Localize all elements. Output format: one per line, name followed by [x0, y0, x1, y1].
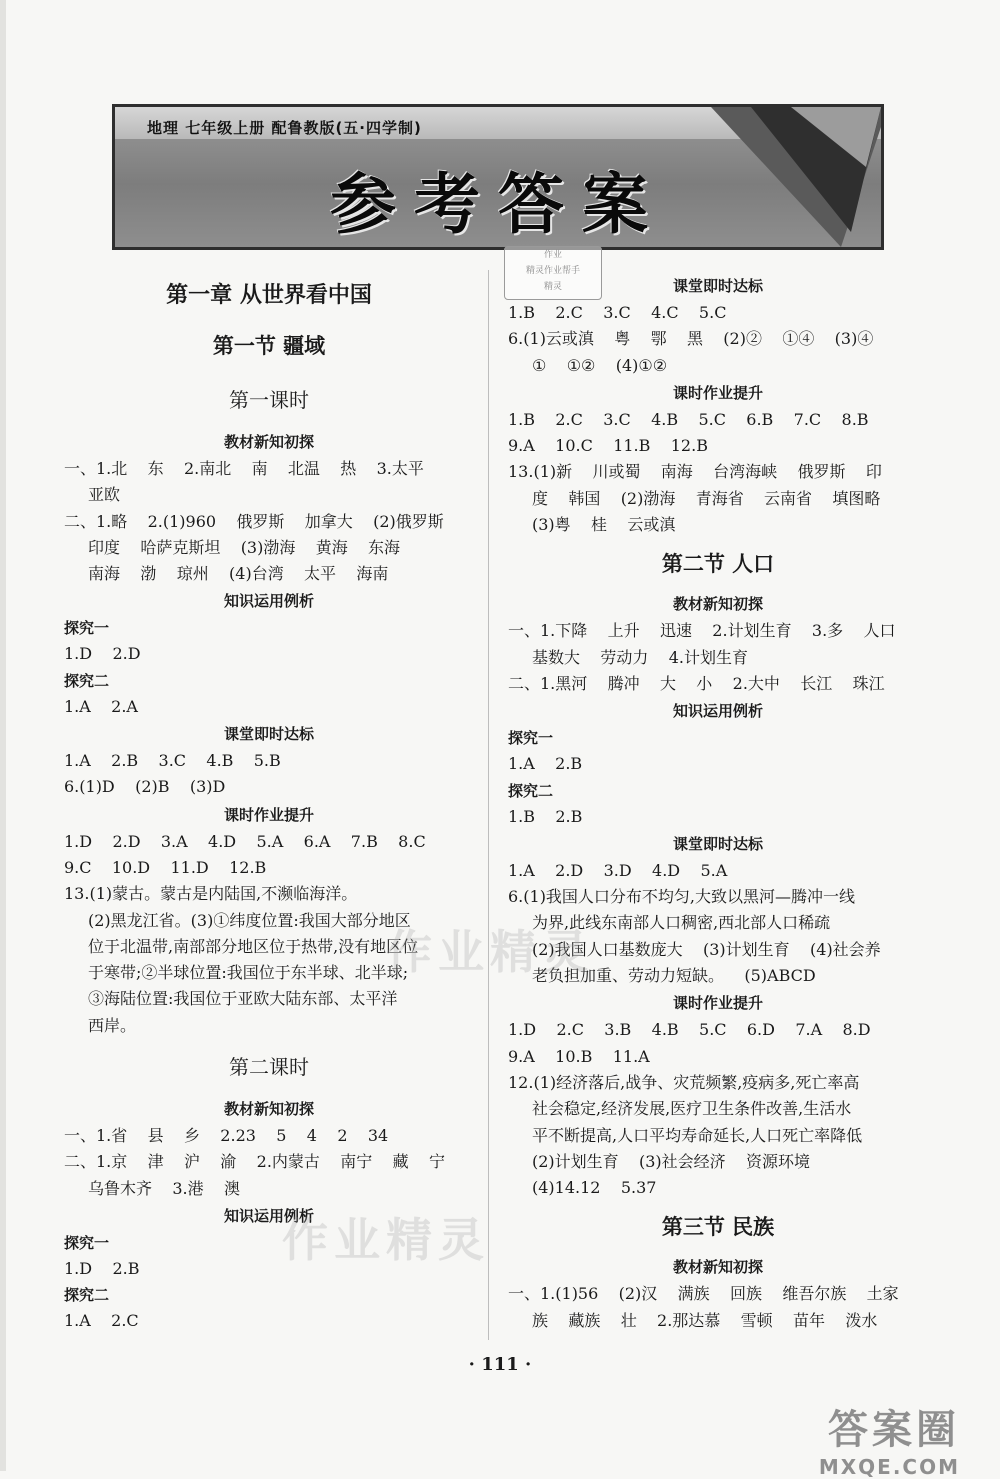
- subsection-heading: 课堂即时达标: [223, 725, 314, 744]
- subsection-heading: 课时作业提升: [672, 383, 763, 402]
- answer-line: 二、1.黑河 腾冲 大 小 2.大中 长江 珠江: [508, 673, 885, 693]
- answer-line-continued: 位于北温带,南部部分地区位于热带,没有地区位: [88, 936, 419, 956]
- answer-line: 1.D 2.D: [64, 644, 141, 664]
- answer-line: 1.D 2.C 3.B 4.B 5.C 6.D 7.A 8.D: [508, 1020, 871, 1040]
- answer-line-continued: (4)14.12 5.37: [532, 1178, 657, 1198]
- answer-line-continued: (2)黑龙江省。(3)①纬度位置:我国大部分地区: [88, 910, 411, 930]
- probe-label: 探究二: [64, 671, 110, 690]
- answer-line: 6.(1)云或滇 粤 鄂 黑 (2)② ①④ (3)④: [508, 329, 874, 349]
- answer-line-continued: 乌鲁木齐 3.港 澳: [88, 1178, 240, 1198]
- probe-label: 探究一: [64, 1233, 110, 1252]
- answer-line-continued: 平不断提高,人口平均寿命延长,人口死亡率降低: [532, 1125, 863, 1145]
- page-number: · 111 ·: [468, 1354, 532, 1375]
- answer-line: 6.(1)D (2)B (3)D: [64, 777, 226, 797]
- site-logo-name: 答案圈: [828, 1407, 960, 1453]
- subsection-heading: 知识运用例析: [223, 592, 314, 611]
- site-logo-url: MXQE.COM: [818, 1455, 960, 1479]
- stamp-line: 精灵: [543, 282, 562, 292]
- answer-line: 13.(1)蒙古。蒙古是内陆国,不濒临海洋。: [64, 884, 358, 904]
- answer-line-continued: 南海 渤 琼州 (4)台湾 太平 海南: [88, 564, 389, 584]
- probe-label: 探究二: [508, 781, 554, 800]
- answer-line-continued: 度 韩国 (2)渤海 青海省 云南省 填图略: [532, 488, 881, 508]
- answer-line: 二、1.京 津 沪 渝 2.内蒙古 南宁 藏 宁: [64, 1152, 445, 1172]
- scan-edge: [0, 0, 6, 1471]
- answer-line: 1.B 2.B: [508, 806, 583, 826]
- answer-line: 1.A 2.A: [64, 696, 138, 716]
- answer-line-continued: 社会稳定,经济发展,医疗卫生条件改善,生活水: [532, 1099, 852, 1119]
- subsection-heading: 课时作业提升: [672, 994, 763, 1013]
- banner-ribbon-graphic: [691, 107, 881, 247]
- book-subtitle: 地理 七年级上册 配鲁教版(五·四学制): [147, 119, 422, 137]
- answer-line: 一、1.(1)56 (2)汉 满族 回族 维吾尔族 土家: [508, 1284, 899, 1304]
- subsection-heading: 教材新知初探: [672, 1258, 763, 1277]
- subsection-heading: 课时作业提升: [223, 805, 314, 824]
- answer-line: 13.(1)新 川或蜀 南海 台湾海峡 俄罗斯 印: [508, 462, 882, 482]
- probe-label: 探究一: [64, 619, 110, 638]
- subsection-heading: 课堂即时达标: [672, 277, 763, 295]
- answer-line: 1.A 2.C: [64, 1311, 139, 1331]
- right-answer-column: [508, 272, 928, 1334]
- subsection-heading: 教材新知初探: [223, 1100, 314, 1119]
- subsection-heading: 知识运用例析: [223, 1206, 314, 1225]
- site-logo: [819, 1398, 960, 1479]
- stamp-line: 精灵作业帮手: [525, 266, 580, 276]
- title-banner: [112, 104, 884, 250]
- watermark-text: 作业精灵: [282, 1213, 490, 1267]
- answer-line: 二、1.略 2.(1)960 俄罗斯 加拿大 (2)俄罗斯: [64, 511, 444, 531]
- answer-line-continued: 西岸。: [88, 1015, 137, 1035]
- answer-line: 1.A 2.B: [508, 754, 583, 774]
- subsection-heading: 课堂即时达标: [672, 834, 763, 853]
- answer-line: 9.C 10.D 11.D 12.B: [64, 857, 267, 877]
- answer-line-continued: 亚欧: [88, 485, 121, 505]
- answer-line: 6.(1)我国人口分布不均匀,大致以黑河—腾冲一线: [508, 887, 856, 907]
- answer-line-continued: 老负担加重、劳动力短缺。 (5)ABCD: [532, 966, 816, 986]
- left-answer-column: [64, 272, 474, 1335]
- subsection-heading: 知识运用例析: [672, 702, 763, 721]
- probe-label: 探究二: [64, 1286, 110, 1305]
- chapter-heading: 第一章 从世界看中国: [166, 283, 372, 308]
- answer-line: 1.A 2.D 3.D 4.D 5.A: [508, 860, 728, 880]
- page-title: 参考答案: [330, 166, 666, 243]
- answer-line-continued: ③海陆位置:我国位于亚欧大陆东部、太平洋: [88, 989, 398, 1009]
- subsection-heading: 教材新知初探: [672, 595, 763, 614]
- column-divider: [488, 270, 489, 1340]
- answer-line: 1.D 2.D 3.A 4.D 5.A 6.A 7.B 8.C: [64, 831, 426, 851]
- section-heading: 第二节 人口: [661, 552, 775, 577]
- answer-line-continued: ① ①② (4)①②: [532, 355, 668, 375]
- answer-line-continued: 印度 哈萨克斯坦 (3)渤海 黄海 东海: [88, 537, 401, 557]
- answer-line: 9.A 10.B 11.A: [508, 1046, 650, 1066]
- answer-line-continued: (2)我国人口基数庞大 (3)计划生育 (4)社会养: [532, 939, 881, 959]
- answer-line-continued: 于寒带;②半球位置:我国位于东半球、北半球;: [88, 963, 409, 983]
- answer-line: 一、1.下降 上升 迅速 2.计划生育 3.多 人口: [508, 621, 896, 641]
- answer-line: 12.(1)经济落后,战争、灾荒频繁,疫病多,死亡率高: [508, 1072, 860, 1092]
- answer-line: 一、1.省 县 乡 2.23 5 4 2 34: [64, 1126, 389, 1146]
- answer-line: 9.A 10.C 11.B 12.B: [508, 436, 708, 456]
- section-heading: 第一节 疆域: [212, 334, 326, 358]
- answer-line-continued: 基数大 劳动力 4.计划生育: [532, 647, 748, 667]
- subsection-heading: 教材新知初探: [223, 433, 314, 451]
- answer-line: 1.B 2.C 3.C 4.C 5.C: [508, 303, 727, 322]
- stamp-line: 作业: [543, 250, 562, 260]
- lesson-heading: 第一课时: [229, 388, 309, 412]
- watermark-text: 作业精灵: [386, 925, 594, 979]
- probe-label: 探究一: [508, 729, 554, 748]
- answer-line: 1.B 2.C 3.C 4.B 5.C 6.B 7.C 8.B: [508, 409, 869, 429]
- answer-line: 一、1.北 东 2.南北 南 北温 热 3.太平: [64, 459, 424, 478]
- answer-line-continued: (3)粤 桂 云或滇: [532, 515, 676, 535]
- answer-line-continued: 族 藏族 壮 2.那达慕 雪顿 苗年 泼水: [532, 1310, 878, 1330]
- section-heading: 第三节 民族: [661, 1215, 775, 1240]
- lesson-heading: 第二课时: [229, 1055, 309, 1080]
- answer-line: 1.D 2.B: [64, 1258, 140, 1278]
- answer-line-continued: (2)计划生育 (3)社会经济 资源环境: [532, 1151, 811, 1171]
- answer-line-continued: 为界,此线东南部人口稠密,西北部人口稀疏: [532, 913, 831, 933]
- answer-line: 1.A 2.B 3.C 4.B 5.B: [64, 751, 281, 771]
